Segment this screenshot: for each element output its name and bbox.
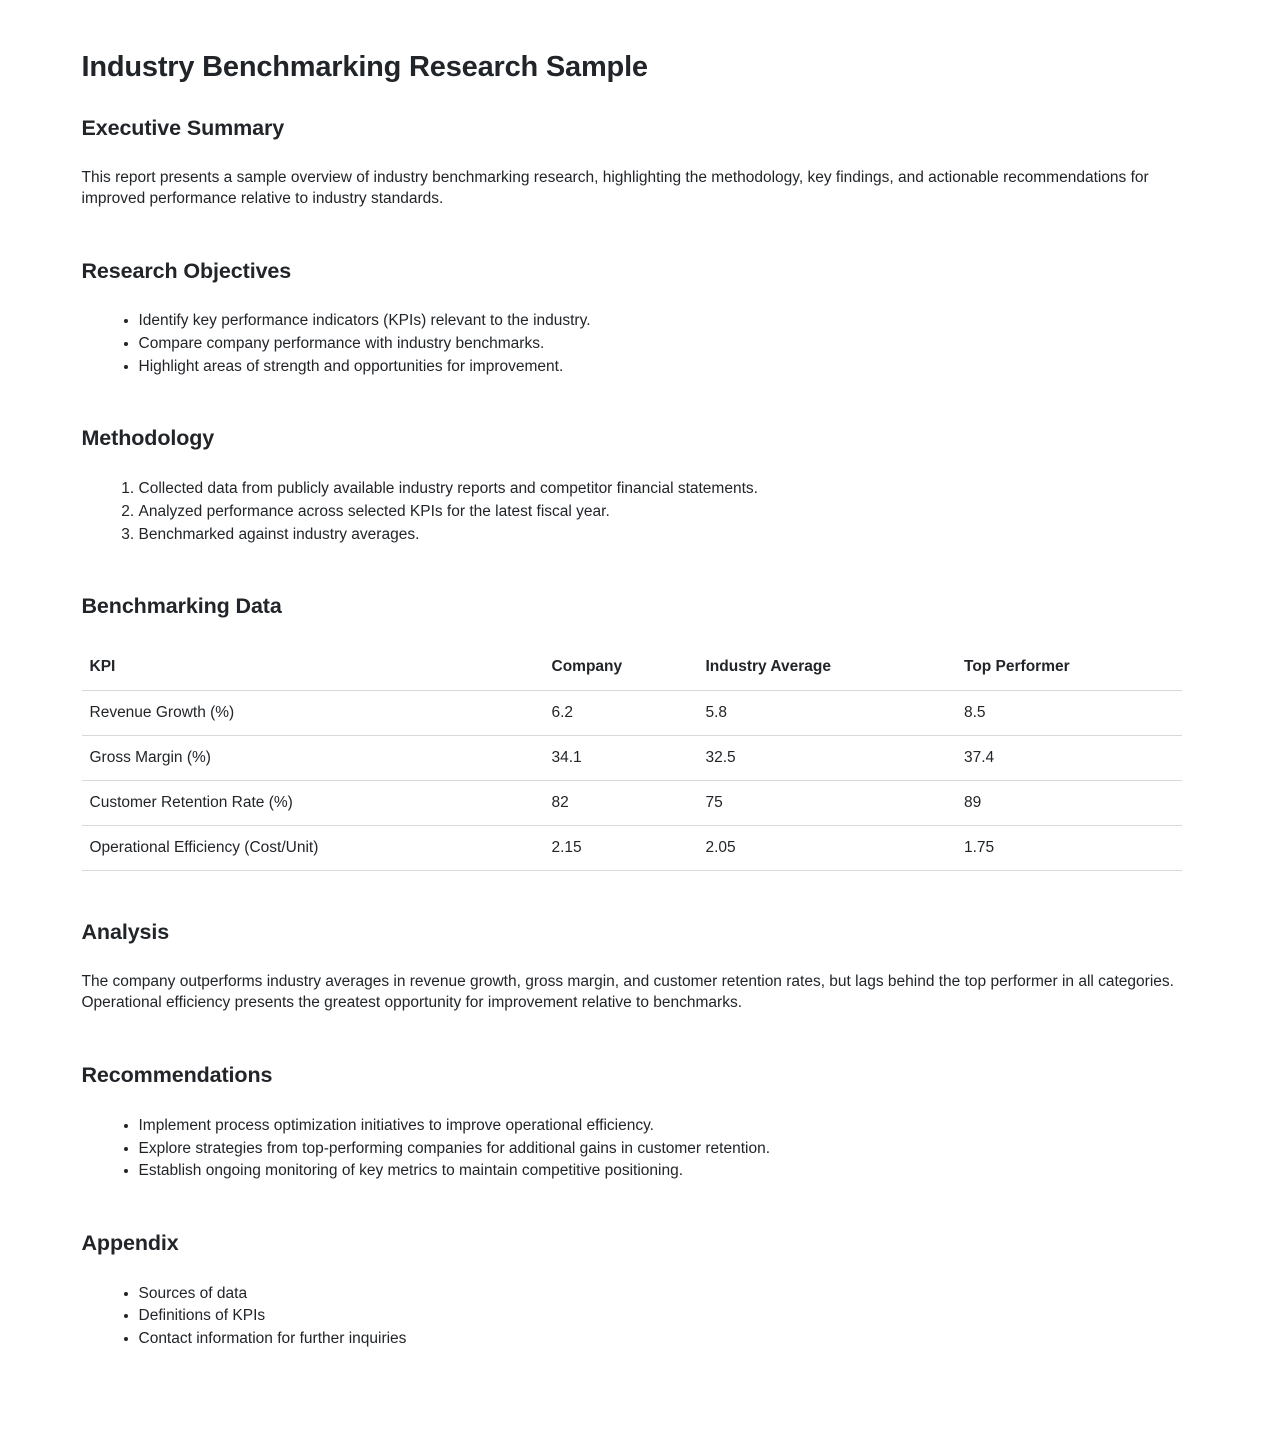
table-row — [82, 781, 1182, 826]
list-item: 2. Analyzed performance across selected KPIs for the latest fiscal year. — [139, 501, 1182, 523]
cell-industry-average: 5.8 — [698, 691, 957, 736]
list-item: • Compare company performance with industry benchmarks. — [139, 333, 1182, 355]
research-objectives-list — [82, 310, 1182, 377]
column-header-company: Company — [551, 658, 623, 676]
table-row — [82, 691, 1182, 736]
list-item: • Establish ongoing monitoring of key metrics to maintain competitive positioning. — [139, 1160, 1182, 1182]
cell-industry-average: 75 — [698, 781, 957, 826]
page-title: Industry Benchmarking Research Sample — [81, 51, 648, 83]
document-page — [82, 0, 1182, 1446]
cell-company: 82 — [544, 781, 698, 826]
cell-company: 34.1 — [544, 736, 698, 781]
appendix-list — [82, 1283, 1182, 1350]
section-heading-recommendations: Recommendations — [81, 1062, 273, 1087]
cell-company: 6.2 — [544, 691, 698, 736]
table-row — [82, 736, 1182, 781]
recommendations-list — [82, 1115, 1182, 1182]
analysis-paragraph: The company outperforms industry averages in revenue growth, gross margin, and customer retention rates, but lags behind the top performer in all categories. Operational efficiency presents the greatest opportunity for improvement relative to benchmarks. — [81, 973, 1174, 1012]
cell-top-performer: 89 — [956, 781, 1182, 826]
cell-industry-average: 2.05 — [698, 826, 957, 871]
executive-summary-paragraph: This report presents a sample overview of industry benchmarking research, highlighting the methodology, key findings, and actionable recommendations for improved performance relative to industry standards. — [81, 168, 1149, 207]
section-heading-methodology: Methodology — [81, 426, 215, 451]
cell-kpi: Operational Efficiency (Cost/Unit) — [82, 826, 544, 871]
cell-kpi: Revenue Growth (%) — [82, 691, 544, 736]
benchmarking-table — [82, 646, 1182, 871]
table-body — [82, 691, 1182, 871]
list-item: • Contact information for further inquiries — [139, 1328, 1182, 1350]
list-item: 1. Collected data from publicly available industry reports and competitor financial statements. — [139, 478, 1182, 500]
table-row — [82, 826, 1182, 871]
column-header-kpi: KPI — [89, 658, 116, 676]
section-heading-executive-summary: Executive Summary — [81, 115, 285, 140]
cell-kpi: Customer Retention Rate (%) — [82, 781, 544, 826]
section-heading-appendix: Appendix — [81, 1230, 179, 1255]
cell-top-performer: 8.5 — [956, 691, 1182, 736]
list-item: • Definitions of KPIs — [139, 1305, 1182, 1327]
cell-top-performer: 37.4 — [956, 736, 1182, 781]
column-header-top-performer: Top Performer — [964, 658, 1070, 676]
cell-industry-average: 32.5 — [698, 736, 957, 781]
list-item: • Explore strategies from top-performing companies for additional gains in customer retention. — [139, 1138, 1182, 1160]
table-header-row — [82, 646, 1182, 691]
section-heading-analysis: Analysis — [81, 920, 170, 945]
section-heading-research-objectives: Research Objectives — [81, 258, 292, 283]
cell-kpi: Gross Margin (%) — [82, 736, 544, 781]
list-item: • Implement process optimization initiatives to improve operational efficiency. — [139, 1115, 1182, 1137]
list-item: • Highlight areas of strength and opportunities for improvement. — [139, 356, 1182, 378]
list-item: • Sources of data — [139, 1283, 1182, 1305]
table-header — [82, 646, 1182, 691]
list-item: • Identify key performance indicators (KPIs) relevant to the industry. — [139, 310, 1182, 332]
methodology-steps-list — [82, 478, 1182, 545]
column-header-industry-average: Industry Average — [705, 658, 831, 676]
list-item: 3. Benchmarked against industry averages. — [139, 524, 1182, 546]
cell-company: 2.15 — [544, 826, 698, 871]
cell-top-performer: 1.75 — [956, 826, 1182, 871]
section-heading-benchmarking-data: Benchmarking Data — [81, 594, 282, 619]
